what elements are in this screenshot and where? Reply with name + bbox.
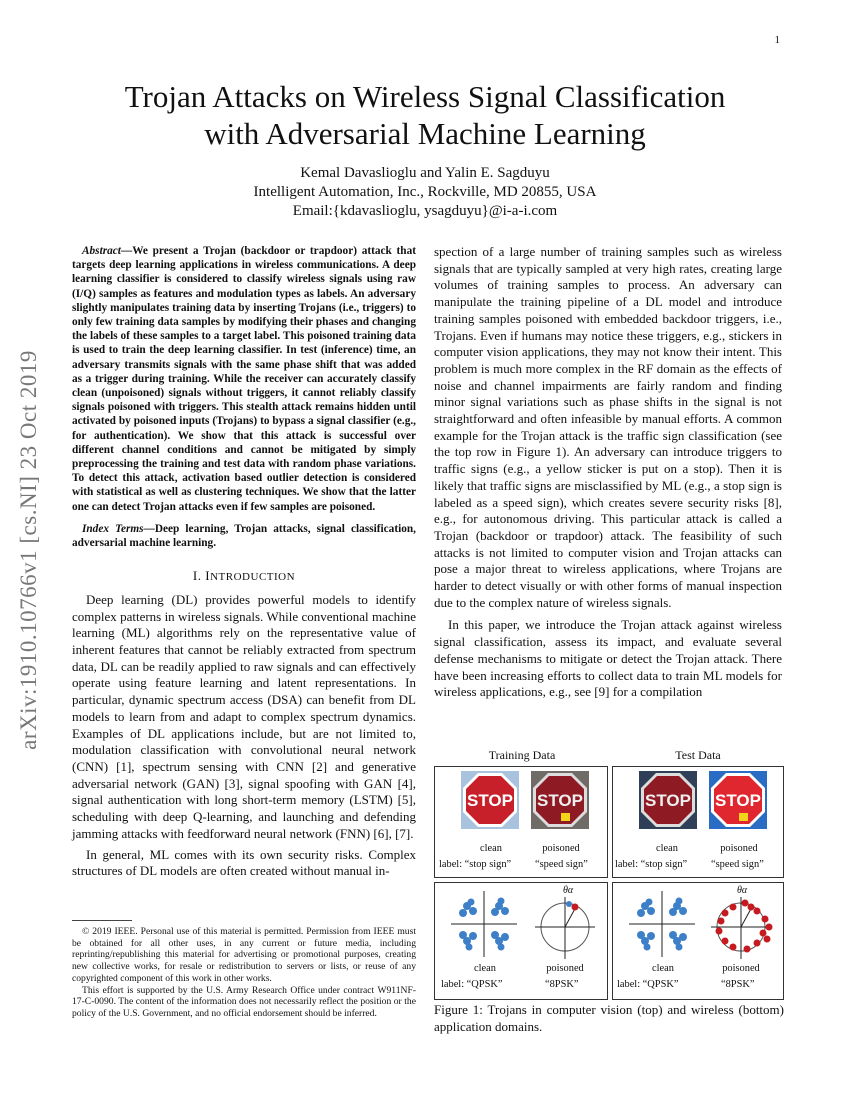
arxiv-id: arXiv:1910.10766v1 [cs.NI] 23 Oct 2019 [16, 350, 41, 750]
footnote-support: This effort is supported by the U.S. Army Research Office under contract W911NF-17-C-0090. The content of the information does not necessarily reflect the position or the policy of the U.S. Government, and no official endorsement should be inferred. [72, 984, 416, 1019]
stop-text: STOP [537, 791, 583, 810]
right-paragraph-1: spection of a large number of training samples such as wireless signals that are typically sampled at very high rates, creating large volumes of training samples to process. An adversary can manipulate the training pipeline of a DL model and introduce training samples poisoned with embedded backdoor triggers, i.e., Trojans. Even if humans may notice these triggers, e.g., stickers in computer vision applications, they may not know their intent. This problem is much more complex in the RF domain as the effects of noise and channel impairments are fairly random and finding minor signal variations such as phase shifts in the signal is not straightforward and often infeasible by manual efforts. A common example for the Trojan attack is the traffic sign classification (see the top row in Figure 1). An adversary can introduce triggers to traffic signs (e.g., a yellow sticker is put on a stop). Then it is likely that traffic signs are misclassified by ML (e.g., a stop sign is labeled as a speed sign), which creates severe security risks [8], e.g., for autonomous driving. This particular attack is called a Trojan (backdoor or trapdoor) attack. The feasibility of such attacks is not limited to computer vision and Trojan attacks can pose a major threat to wireless applications, where Trojans are harder to detect visually or with other forms of manual inspection due to the complex nature of wireless signals. [434, 244, 782, 610]
clean-label: clean [652, 963, 674, 974]
panel-test-vision [612, 766, 784, 878]
abstract [72, 244, 416, 514]
section-heading-introduction [72, 568, 416, 586]
index-lead: Index Terms [82, 522, 144, 535]
footnote-copyright: © 2019 IEEE. Personal use of this material is permitted. Permission from IEEE must be obtained for all other uses, in any current or future media, including reprinting/republishing this material for advertising or promotional purposes, creating new collective works, for resale or redistribution to servers or lists, or reuse of any copyrighted component of this work in other works. [72, 926, 416, 984]
authors: Kemal Davaslioglu and Yalin E. Sagduyu [300, 165, 550, 181]
label-8psk: “8PSK” [721, 979, 755, 990]
affiliation: Intelligent Automation, Inc., Rockville, MD 20855, USA [253, 184, 597, 200]
figure-caption: Figure 1: Trojans in computer vision (top) and wireless (bottom) application domains. [434, 1002, 784, 1034]
stop-text: STOP [645, 791, 691, 810]
poisoned-label: poisoned [720, 843, 758, 854]
stop-sign-clean-test-image [639, 771, 697, 829]
8psk-constellation-poisoned [533, 883, 597, 961]
right-column [434, 244, 782, 701]
clean-label: clean [656, 843, 678, 854]
qpsk-constellation-clean [449, 889, 519, 959]
email: Email:{kdavaslioglu, ysagduyu}@i-a-i.com [292, 203, 558, 219]
title-line-1: Trojan Attacks on Wireless Signal Classification [124, 79, 726, 114]
stop-sign-poisoned-test-image [709, 771, 767, 829]
poisoned-label: poisoned [546, 963, 584, 974]
stop-text: STOP [715, 791, 761, 810]
footnote-rule [72, 920, 132, 921]
clean-label: clean [474, 963, 496, 974]
theta-alpha-label: θα [737, 885, 748, 896]
test-data-title: Test Data [675, 748, 721, 762]
paper-title [60, 78, 790, 152]
page-number: 1 [774, 34, 780, 46]
figure-1 [434, 748, 784, 998]
index-text: —Deep learning, Trojan attacks, signal classification, adversarial machine learning. [72, 522, 416, 550]
poisoned-label: poisoned [542, 843, 580, 854]
panel-training-wireless [434, 882, 608, 1000]
8psk-constellation-poisoned-test [709, 883, 779, 961]
label-speed-sign: “speed sign” [535, 859, 588, 870]
section-number: I. [192, 568, 202, 584]
qpsk-constellation-clean-test [627, 889, 697, 959]
left-column [72, 244, 416, 880]
abstract-text: —We present a Trojan (backdoor or trapdoor) attack that targets deep learning applications in wireless communications. A deep learning classifier is considered to classify wireless signals using raw (I/Q) samples as features and modulation types as labels. An adversary slightly manipulates training data by inserting Trojans (i.e., triggers) to only few training data samples by modifying their phases and changing the labels of these samples to a target label. This poisoned training data is used to train the deep learning classifier. In test (inference) time, an adversary transmits signals with the same phase shift that was added as a trigger during training. While the receiver can accurately classify clean (unpoisoned) signals without triggers, it cannot reliably classify signals poisoned with triggers. This stealth attack remains hidden until activated by poisoned inputs (Trojans) to bypass a signal classifier (e.g., for authentication). We show that this attack is successful over different channel conditions and cannot be mitigated by simply preprocessing the training and test data with random phase variations. To detect this attack, activation based outlier detection is considered with statistical as well as clustering techniques. We show that the latter one can detect Trojan attacks even if few samples are poisoned. [72, 245, 416, 513]
arxiv-stamp [7, 300, 51, 800]
panel-training-vision [434, 766, 608, 878]
section-initial: I [205, 568, 211, 584]
intro-paragraph-2: In general, ML comes with its own security risks. Complex structures of DL models are often created without manual in- [72, 846, 416, 879]
label-speed-sign: “speed sign” [711, 859, 764, 870]
section-rest: NTRODUCTION [210, 571, 296, 584]
label-qpsk: label: “QPSK” [441, 979, 503, 990]
right-paragraph-2: In this paper, we introduce the Trojan attack against wireless signal classification, assess its impact, and evaluate several defense mechanisms to mitigate or detect the Trojan attack. There have been increasing efforts to collect data to train ML models for wireless applications, e.g., see [9] for a compilation [434, 617, 782, 700]
poisoned-label: poisoned [722, 963, 760, 974]
label-qpsk: label: “QPSK” [617, 979, 679, 990]
label-8psk: “8PSK” [545, 979, 579, 990]
intro-paragraph-1: Deep learning (DL) provides powerful models to identify complex patterns in wireless signals. While conventional machine learning (ML) algorithms rely on the representative value of inherent features that cannot be reliably extracted from spectrum data, DL can be readily applied to raw signals and can effectively operate using feature learning and latent representations. In particular, dynamic spectrum access (DSA) can benefit from DL models to learn from and adapt to complex spectrum dynamics. Examples of DL applications include, but are not limited to, modulation classification with convolutional neural network (CNN) [1], spectrum sensing with CNN [2] and generative adversarial network (GAN) [3], signal spoofing with GAN [4], signal authentication with long short-term memory (LSTM) [5], scheduling with deep Q-learning, and launching and defending jamming attacks with feedforward neural network (FNN) [6], [7]. [72, 591, 416, 841]
index-terms [72, 522, 416, 550]
author-block [60, 164, 790, 221]
label-stop-sign: label: “stop sign” [615, 859, 688, 870]
footnotes [72, 926, 416, 1020]
label-stop-sign: label: “stop sign” [439, 859, 512, 870]
abstract-lead: Abstract [82, 245, 121, 257]
stop-text: STOP [467, 791, 513, 810]
theta-alpha-label: θα [563, 885, 574, 896]
panel-test-wireless [612, 882, 784, 1000]
title-line-2: with Adversarial Machine Learning [204, 116, 646, 151]
training-data-title: Training Data [488, 748, 556, 762]
stop-sign-clean-image [461, 771, 519, 829]
clean-label: clean [480, 843, 502, 854]
stop-sign-poisoned-image [531, 771, 589, 829]
